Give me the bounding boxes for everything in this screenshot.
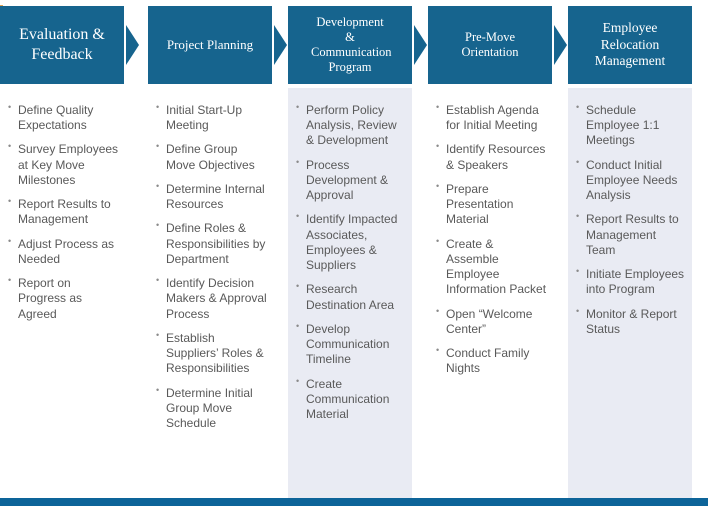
column-header: [428, 6, 552, 84]
list-item: [435, 103, 548, 133]
column-header-label: Project Planning: [166, 37, 254, 53]
list-item: [575, 307, 688, 337]
list-item-text: Conduct Initial Employee Needs Analysis: [586, 157, 678, 203]
list-item-text: Report Results to Management: [18, 197, 111, 227]
list-item: [435, 237, 548, 298]
column-panel: [568, 88, 692, 499]
list-item-text: Identify Decision Makers & Approval Process: [166, 276, 267, 321]
list-item-text: Develop Communication Timeline: [306, 321, 390, 367]
list-item-text: Prepare Presentation Material: [446, 181, 514, 227]
list-item: [435, 307, 548, 337]
list-item: [155, 276, 268, 322]
list-item: [575, 267, 688, 297]
list-item: [155, 103, 268, 133]
list-item-text: Create Communication Material: [306, 376, 390, 421]
list-item-text: Survey Employees at Key Move Milestones: [18, 142, 119, 187]
list-item-text: Perform Policy Analysis, Review & Development: [306, 103, 397, 148]
arrow-right-icon: [414, 25, 427, 65]
list-item-text: Define Quality Expectations: [18, 103, 94, 133]
list-item: [295, 282, 408, 312]
column-evaluation-feedback: [0, 6, 124, 499]
list-item: [575, 103, 688, 149]
column-development-communication: [288, 6, 412, 499]
list-item-text: Schedule Employee 1:1 Meetings: [586, 103, 660, 148]
column-header-label: Employee Relocation Management: [594, 20, 666, 69]
list-item-text: Define Group Move Objectives: [166, 142, 255, 172]
list-item: [295, 212, 408, 273]
column-header: [0, 6, 124, 84]
list-item: [7, 276, 120, 322]
list-item-text: Establish Suppliers’ Roles & Responsibilities: [166, 330, 264, 376]
list-item-text: Establish Agenda for Initial Meeting: [446, 103, 539, 133]
list-item-text: Identify Resources & Speakers: [446, 142, 546, 172]
column-header-label: Development & Communication Program: [311, 14, 392, 75]
list-item: [155, 221, 268, 267]
list-item-text: Initial Start-Up Meeting: [166, 103, 243, 133]
column-panel: [428, 88, 552, 499]
column-panel: [288, 88, 412, 499]
list-item: [295, 158, 408, 204]
column-pre-move-orientation: [428, 6, 552, 499]
list-item: [155, 142, 268, 172]
list-item: [435, 142, 548, 172]
arrow-right-icon: [554, 25, 567, 65]
list-item: [7, 103, 120, 133]
list-item: [155, 386, 268, 432]
list-item: [295, 322, 408, 368]
column-header-label: Evaluation & Feedback: [19, 26, 105, 63]
list-item: [295, 377, 408, 423]
list-item: [7, 237, 120, 267]
list-item-text: Conduct Family Nights: [446, 346, 530, 376]
list-item-text: Determine Internal Resources: [166, 181, 265, 212]
list-item-text: Report Results to Management Team: [586, 212, 679, 257]
column-header: [568, 6, 692, 84]
list-item-text: Adjust Process as Needed: [18, 236, 115, 266]
list-item-text: Initiate Employees into Program: [586, 267, 685, 297]
list-item-text: Process Development & Approval: [306, 157, 389, 203]
arrow-right-icon: [126, 25, 139, 65]
column-employee-relocation: [568, 6, 692, 499]
list-item: [575, 158, 688, 204]
list-item: [295, 103, 408, 149]
list-item-text: Create & Assemble Employee Information Packet: [446, 236, 547, 297]
list-item: [7, 197, 120, 227]
column-project-planning: [148, 6, 272, 499]
list-item: [435, 346, 548, 376]
list-item-text: Determine Initial Group Move Schedule: [166, 385, 253, 430]
column-panel: [0, 88, 124, 499]
list-item-text: Monitor & Report Status: [586, 306, 677, 336]
list-item-text: Report on Progress as Agreed: [18, 276, 83, 321]
list-item-text: Define Roles & Responsibilities by Department: [166, 221, 266, 266]
arrow-right-icon: [274, 25, 287, 65]
list-item: [155, 331, 268, 377]
list-item-text: Identify Impacted Associates, Employees & Suppliers: [306, 212, 398, 273]
column-header-label: Pre-Move Orientation: [461, 29, 519, 59]
column-panel: [148, 88, 272, 499]
column-header: [148, 6, 272, 84]
list-item-text: Research Destination Area: [306, 282, 395, 312]
list-item: [575, 212, 688, 258]
list-item: [435, 182, 548, 228]
column-header: [288, 6, 412, 84]
list-item-text: Open “Welcome Center”: [446, 306, 533, 336]
list-item: [155, 182, 268, 212]
list-item: [7, 142, 120, 188]
bottom-accent-bar: [0, 498, 708, 506]
